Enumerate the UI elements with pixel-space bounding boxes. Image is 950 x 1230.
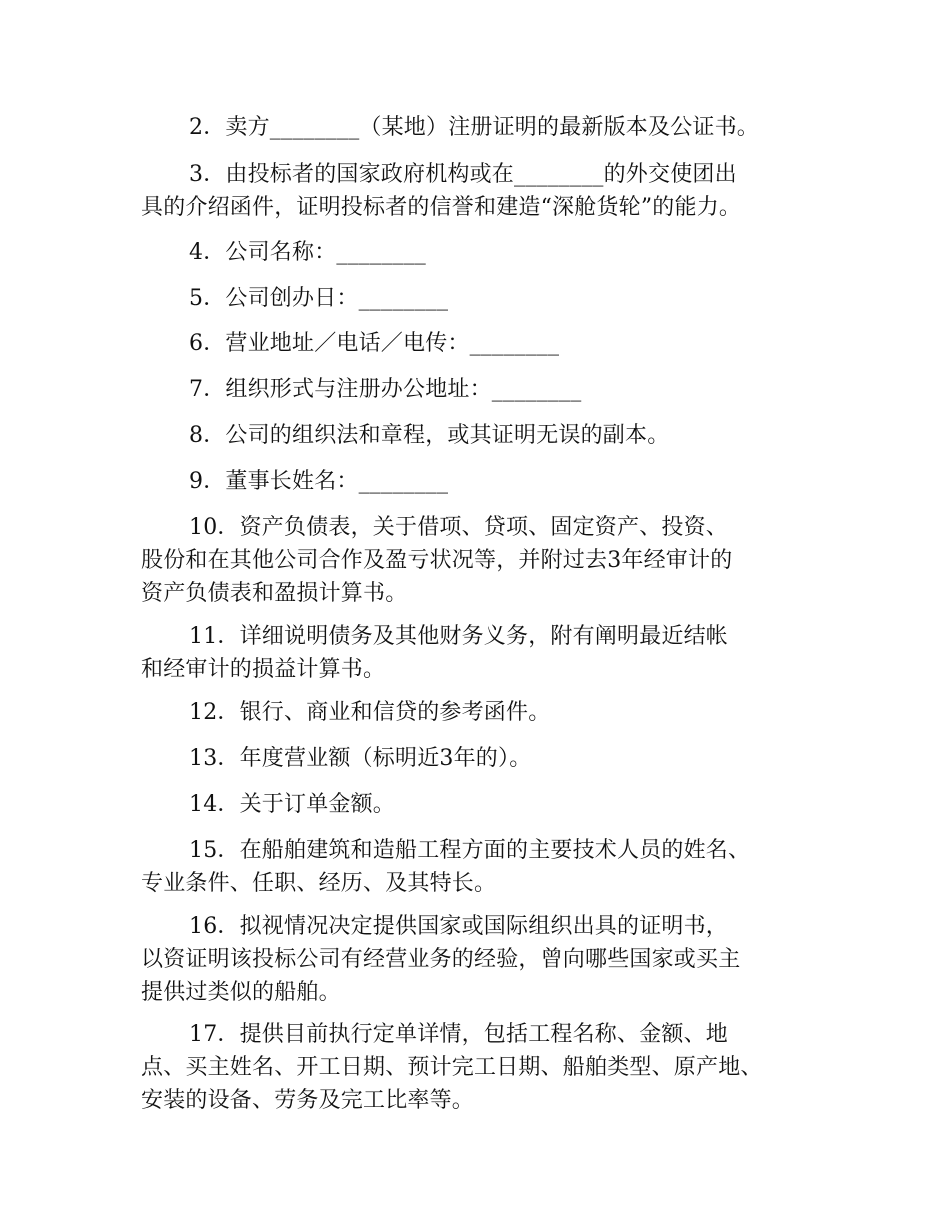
item-3: 3．由投标者的国家政府机构或在________的外交使团出 具的介绍函件，证明投标者的信誉和建造“深舱货轮”的能力。 (141, 162, 742, 220)
item-16: 16．拟视情况决定提供国家或国际组织出具的证明书， 以资证明该投标公司有经营业务的经验，曾向哪些国家或买主 提供过类似的船舶。 (141, 914, 741, 1005)
item-12: 12．银行、商业和信贷的参考函件。 (189, 700, 551, 725)
item-10: 10．资产负债表，关于借项、贷项、固定资产、投资、 股份和在其他公司合作及盈亏状况等，并附过去3年经审计的 资产负债表和盈损计算书。 (141, 515, 733, 606)
item-7: 7．组织形式与注册办公地址：________ (189, 377, 582, 402)
item-4: 4．公司名称：________ (189, 240, 426, 265)
item-15: 15．在船舶建筑和造船工程方面的主要技术人员的姓名、 专业条件、任职、经历、及其特长。 (141, 838, 751, 896)
item-8: 8．公司的组织法和章程，或其证明无误的副本。 (189, 423, 670, 448)
item-11: 11．详细说明债务及其他财务义务，附有阐明最近结帐 和经审计的损益计算书。 (141, 624, 728, 682)
item-17: 17．提供目前执行定单详情，包括工程名称、金额、地 点、买主姓名、开工日期、预计完工日期、船舶类型、原产地、 安装的设备、劳务及完工比率等。 (141, 1022, 763, 1113)
item-2: 2．卖方________（某地）注册证明的最新版本及公证书。 (189, 115, 759, 140)
item-9: 9．董事长姓名：________ (189, 469, 449, 494)
item-6: 6．营业地址／电话／电传：________ (189, 331, 560, 356)
item-14: 14．关于订单金额。 (189, 792, 395, 817)
item-13: 13．年度营业额（标明近3年的）。 (189, 746, 532, 771)
item-5: 5．公司创办日：________ (189, 286, 449, 311)
